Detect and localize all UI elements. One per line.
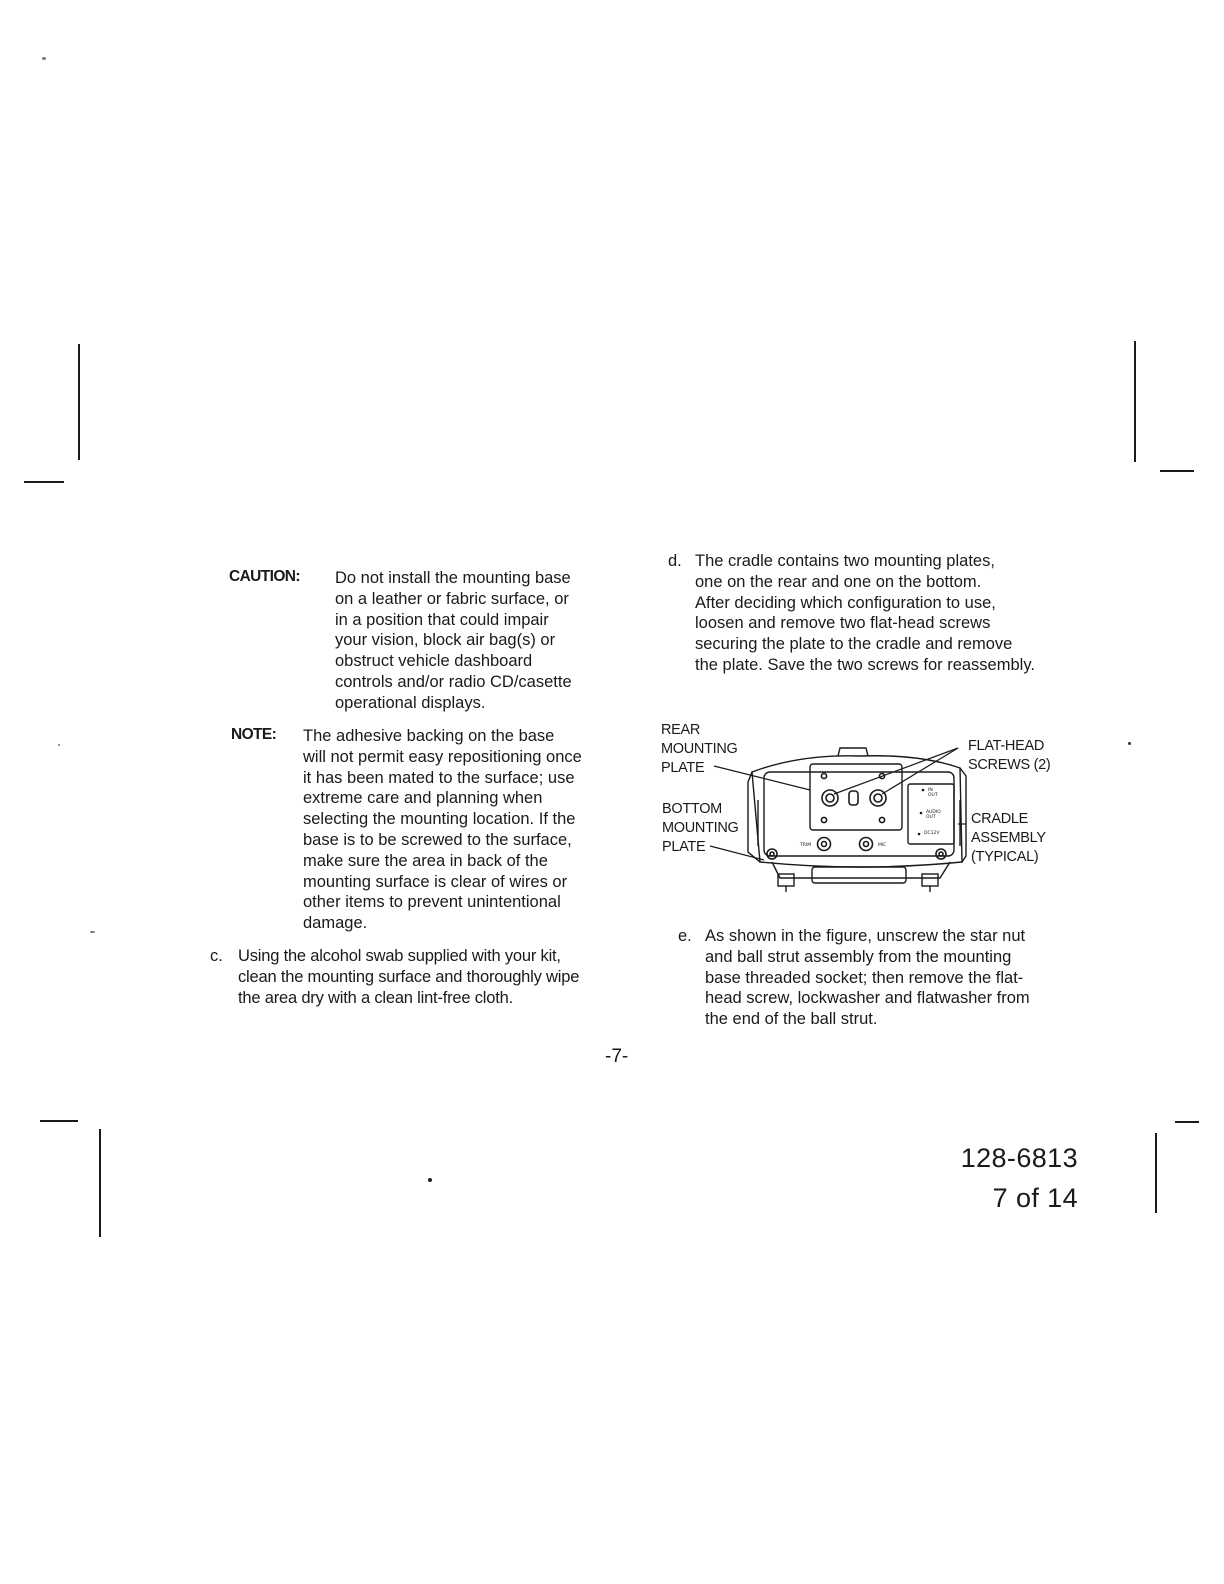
step-d-text: The cradle contains two mounting plates, one on the rear and one on the bottom. After deciding which configuration to use, loosen and remove two flat-head screws securing the plate to the cradle and remove the plate. Save the two screws for reassembly. — [695, 552, 1035, 674]
caution-label: CAUTION: — [229, 568, 300, 585]
step-d-marker: d. — [668, 552, 682, 570]
port-label-in-out: IN OUT — [928, 788, 938, 798]
crop-mark-right-horizontal — [1160, 470, 1194, 472]
page-number: -7- — [605, 1046, 629, 1067]
scan-speck — [428, 1178, 432, 1182]
note-text: The adhesive backing on the base will not permit easy repositioning once it has been mated to the surface; use extreme care and planning when selecting the mounting location. If the base is to be screwed to the surface, make sure the area in back of the mounting surface is clear of wires or other items to prevent unintentional damage. — [303, 727, 582, 933]
scan-speck — [58, 744, 60, 746]
port-label-right: MIC — [878, 843, 887, 848]
label-bottom-mounting-plate: BOTTOM MOUNTING PLATE — [662, 801, 739, 855]
scan-speck — [1128, 742, 1131, 745]
scan-speck — [42, 57, 46, 60]
crop-mark-bottom-right-vertical — [1155, 1133, 1157, 1213]
label-rear-mounting-plate: REAR MOUNTING PLATE — [661, 722, 738, 776]
port-label-left: TRIM — [800, 843, 812, 848]
step-c-marker: c. — [210, 947, 223, 965]
scan-speck — [90, 931, 95, 933]
crop-mark-right-vertical — [1134, 341, 1136, 462]
cradle-figure — [660, 720, 1080, 900]
document-number: 128-6813 — [960, 1143, 1078, 1173]
port-label-audio-out: AUDIO OUT — [926, 810, 941, 820]
step-e-marker: e. — [678, 927, 692, 945]
crop-mark-bottom-right-horizontal — [1175, 1121, 1199, 1123]
crop-mark-left-vertical — [78, 344, 80, 460]
document-page-count: 7 of 14 — [992, 1183, 1078, 1213]
step-c-text: Using the alcohol swab supplied with your kit, clean the mounting surface and thoroughly wipe the area dry with a clean lint-free cloth. — [238, 947, 580, 1007]
label-flat-head-screws: FLAT-HEAD SCREWS (2) — [968, 738, 1051, 773]
crop-mark-left-horizontal — [24, 481, 64, 483]
note-label: NOTE: — [231, 726, 277, 743]
label-cradle-assembly: CRADLE ASSEMBLY (TYPICAL) — [971, 811, 1046, 865]
port-label-dc12v: DC12V — [924, 831, 940, 836]
crop-mark-bottom-left-horizontal — [40, 1120, 78, 1122]
caution-text: Do not install the mounting base on a leather or fabric surface, or in a position that could impair your vision, block air bag(s) or obstruct vehicle dashboard controls and/or radio CD/casette operational displays. — [335, 569, 572, 712]
crop-mark-bottom-left-vertical — [99, 1129, 101, 1237]
step-e-text: As shown in the figure, unscrew the star nut and ball strut assembly from the mounting base threaded socket; then remove the flat- head screw, lockwasher and flatwasher from the end of the ball strut. — [705, 927, 1030, 1029]
